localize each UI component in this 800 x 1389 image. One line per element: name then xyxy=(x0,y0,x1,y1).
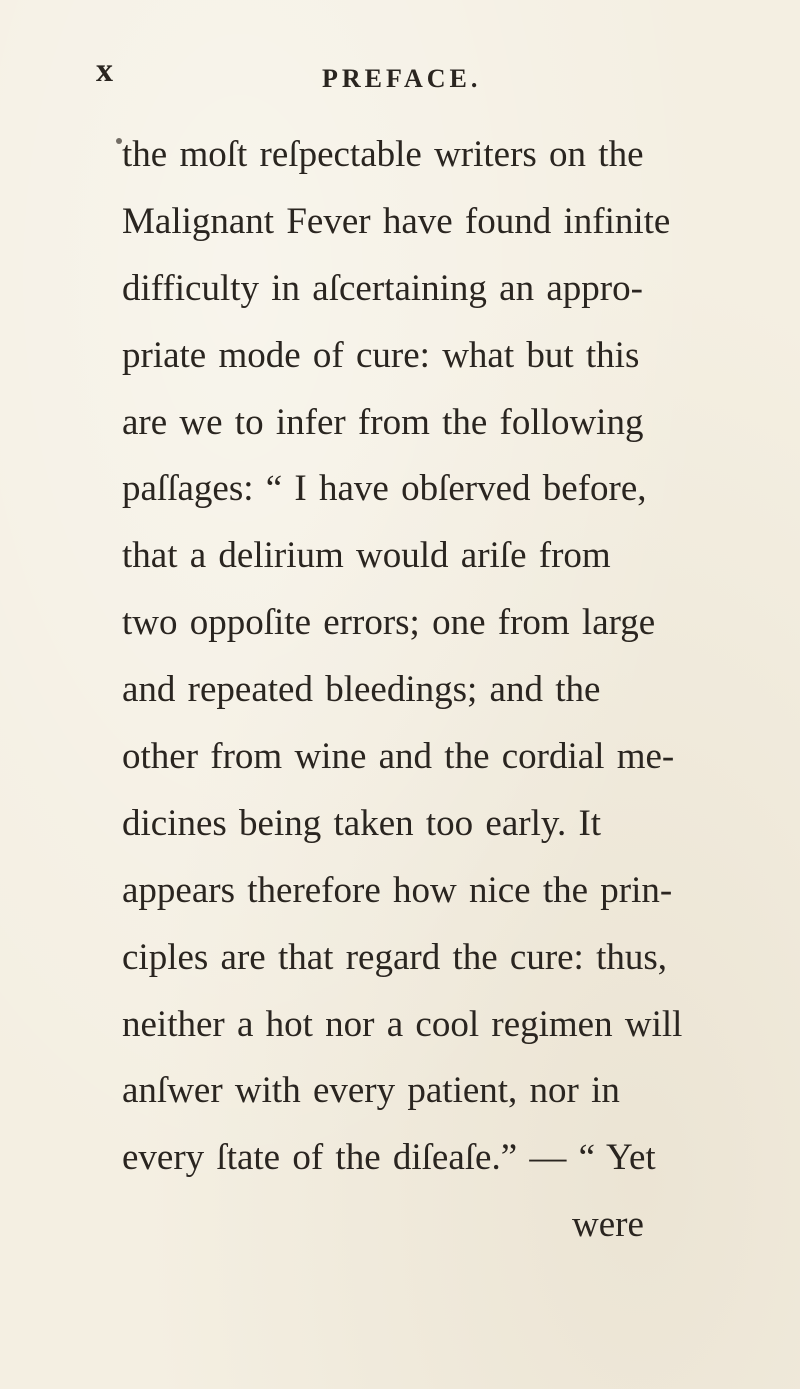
text-line: ciples are that regard the cure: thus, xyxy=(122,936,668,978)
text-line: Malignant Fever have found infinite xyxy=(122,200,671,242)
body-text xyxy=(122,128,722,1265)
text-line: dicines being taken too early. It xyxy=(122,802,602,844)
text-line: appears therefore how nice the prin- xyxy=(122,869,673,911)
text-line: anſwer with every patient, nor in xyxy=(122,1070,620,1112)
text-line: other from wine and the cordial me- xyxy=(122,736,675,778)
text-line: priate mode of cure: what but this xyxy=(122,334,640,376)
text-line: two oppoſite errors; one from large xyxy=(122,602,656,644)
text-line: and repeated bleedings; and the xyxy=(122,669,601,711)
catchword: were xyxy=(572,1204,644,1246)
text-line: every ſtate of the diſeaſe.” — “ Yet xyxy=(122,1137,656,1179)
text-line: that a delirium would ariſe from xyxy=(122,535,611,577)
page-number: x xyxy=(96,52,113,89)
text-line: paſſages: “ I have obſerved before, xyxy=(122,468,647,510)
text-line: are we to infer from the following xyxy=(122,401,644,443)
running-head: PREFACE. xyxy=(322,64,482,93)
text-line: difficulty in aſcertaining an appro- xyxy=(122,267,643,309)
text-line: the moſt reſpectable writers on the xyxy=(122,134,644,175)
text-line: neither a hot nor a cool regimen will xyxy=(122,1003,683,1045)
